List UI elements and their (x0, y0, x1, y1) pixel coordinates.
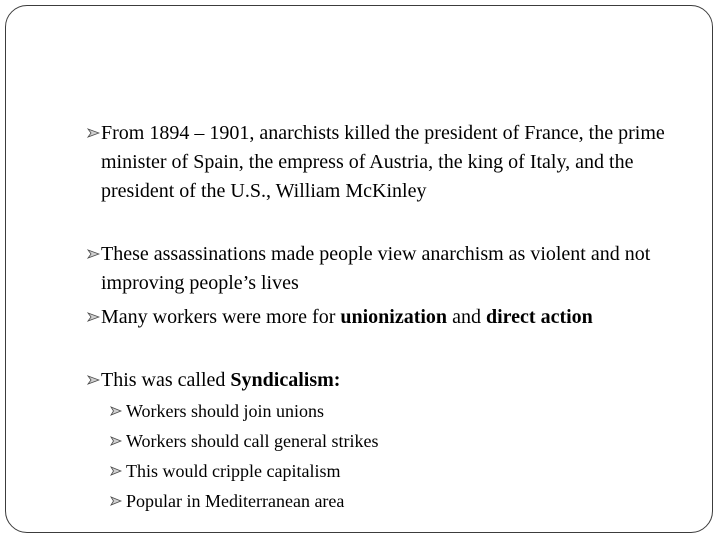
sub-bullet-text: Workers should join unions (126, 401, 325, 421)
bullet-text (86, 366, 686, 395)
arrow-bullet-icon (109, 456, 122, 486)
bullet-bold-direct-action: direct action (485, 306, 593, 328)
arrow-bullet-icon (86, 119, 100, 148)
sub-bullet-text: Workers should call general strikes (126, 431, 379, 451)
bullet-item-1 (86, 119, 686, 206)
bullet-text: From 1894 – 1901, anarchists killed the president of France, the prime minister of Spain, the empress of Austria, the king of Italy, and the president of the U.S., William McKinley (101, 122, 665, 202)
bullet-item-3 (86, 303, 686, 332)
bullet-text-prefix: This was called (101, 369, 231, 391)
bullet-text: These assassinations made people view anarchism as violent and not improving people’s lives (101, 243, 651, 294)
bullet-bold-unionization: unionization (340, 306, 448, 328)
sub-bullet-item-4 (109, 486, 669, 516)
bullet-text-prefix: Many workers were more for (101, 306, 341, 328)
arrow-bullet-icon (86, 366, 100, 395)
arrow-bullet-icon (109, 396, 122, 426)
arrow-bullet-icon (109, 426, 122, 456)
sub-bullet-item-1 (109, 396, 669, 426)
sub-bullet-text: Popular in Mediterranean area (126, 491, 345, 511)
bullet-item-4 (86, 366, 686, 395)
bullet-text (86, 303, 686, 332)
arrow-bullet-icon (86, 303, 100, 332)
arrow-bullet-icon (86, 240, 100, 269)
arrow-bullet-icon (109, 486, 122, 516)
bullet-bold-syndicalism: Syndicalism: (230, 369, 341, 391)
sub-bullet-item-2 (109, 426, 669, 456)
sub-bullet-item-3 (109, 456, 669, 486)
bullet-text-middle: and (447, 306, 486, 328)
sub-bullet-text: This would cripple capitalism (126, 461, 341, 481)
bullet-item-2 (86, 240, 686, 298)
